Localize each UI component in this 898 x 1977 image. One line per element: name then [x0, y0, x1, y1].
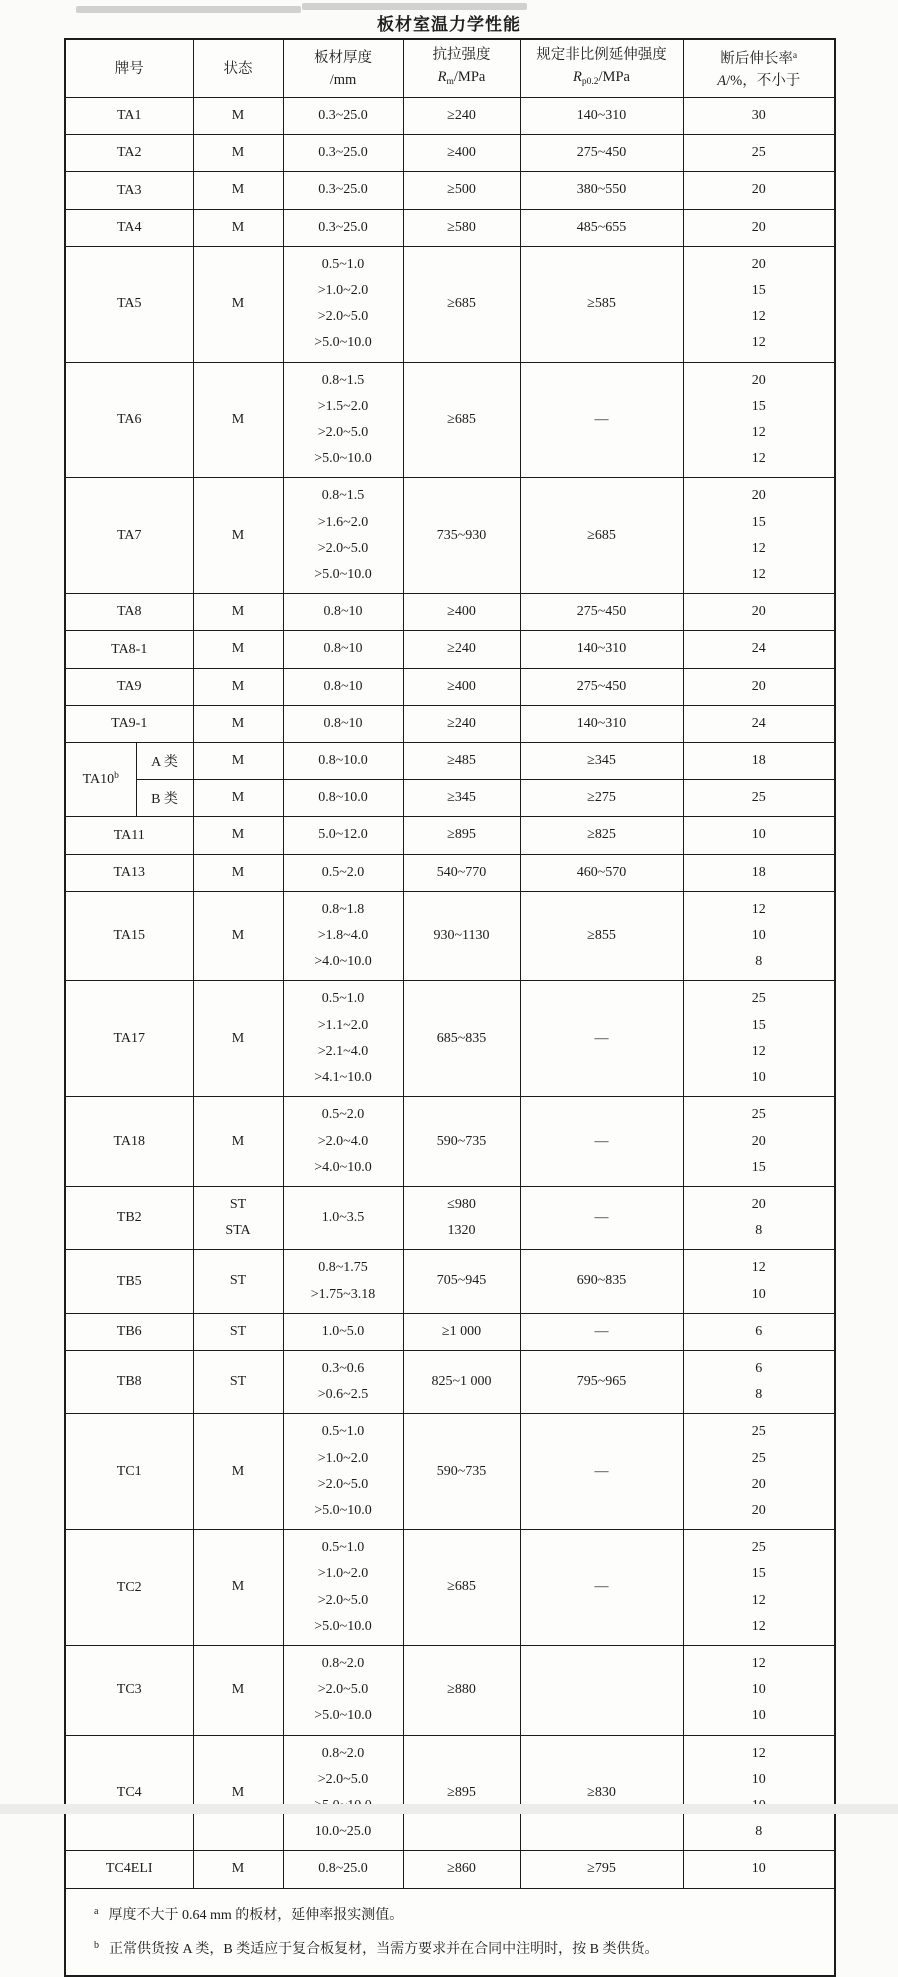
table-row — [65, 817, 835, 854]
table-body — [65, 98, 835, 1889]
state-cell: M — [193, 1414, 283, 1530]
thickness-cell: 0.5~1.0 >1.0~2.0 >2.0~5.0 >5.0~10.0 — [283, 1414, 403, 1530]
col-header-thickness: 板材厚度 /mm — [283, 39, 403, 98]
thickness-cell: 0.5~1.0 >1.1~2.0 >2.1~4.0 >4.1~10.0 — [283, 981, 403, 1097]
thickness-cell: 0.3~25.0 — [283, 98, 403, 135]
grade-cell: TA13 — [65, 854, 193, 891]
state-cell: M — [193, 98, 283, 135]
grade-cell: TA9 — [65, 668, 193, 705]
elongation-cell: 24 — [683, 631, 835, 668]
tensile-strength-cell: 590~735 — [403, 1414, 520, 1530]
thickness-cell: 0.8~1.5 >1.6~2.0 >2.0~5.0 >5.0~10.0 — [283, 478, 403, 594]
state-cell: M — [193, 135, 283, 172]
elongation-cell: 20 15 12 12 — [683, 362, 835, 478]
grade-cell: TA11 — [65, 817, 193, 854]
proof-strength-cell: 485~655 — [520, 209, 683, 246]
thickness-cell: 0.3~25.0 — [283, 135, 403, 172]
subgrade-cell: B 类 — [136, 780, 193, 817]
grade-cell: TC4 — [65, 1735, 193, 1851]
page-edge-band — [0, 1804, 898, 1814]
proof-strength-cell: 275~450 — [520, 668, 683, 705]
state-cell: M — [193, 209, 283, 246]
state-cell: M — [193, 631, 283, 668]
table-row — [65, 1851, 835, 1888]
thickness-cell: 0.3~0.6 >0.6~2.5 — [283, 1350, 403, 1413]
proof-strength-cell: ≥795 — [520, 1851, 683, 1888]
tensile-strength-cell: ≥400 — [403, 135, 520, 172]
thickness-cell: 0.8~10 — [283, 705, 403, 742]
tensile-strength-cell: ≥485 — [403, 743, 520, 780]
proof-strength-cell: ≥830 — [520, 1735, 683, 1851]
table-header — [65, 39, 835, 98]
tensile-strength-cell: ≥685 — [403, 362, 520, 478]
elongation-cell: 20 — [683, 172, 835, 209]
state-cell: M — [193, 1645, 283, 1735]
proof-strength-cell: ≥345 — [520, 743, 683, 780]
table-row — [65, 1350, 835, 1413]
table-row — [65, 743, 835, 780]
proof-strength-cell: 140~310 — [520, 631, 683, 668]
thickness-cell: 0.8~1.75 >1.75~3.18 — [283, 1250, 403, 1313]
elongation-cell: 24 — [683, 705, 835, 742]
thickness-cell: 0.8~25.0 — [283, 1851, 403, 1888]
elongation-cell: 6 8 — [683, 1350, 835, 1413]
state-cell: M — [193, 854, 283, 891]
table-row — [65, 172, 835, 209]
state-cell: M — [193, 362, 283, 478]
proof-strength-cell: — — [520, 1313, 683, 1350]
table-row — [65, 1313, 835, 1350]
thickness-cell: 0.5~2.0 — [283, 854, 403, 891]
proof-strength-cell: 140~310 — [520, 705, 683, 742]
thickness-cell: 0.8~10.0 — [283, 780, 403, 817]
state-cell: ST — [193, 1250, 283, 1313]
elongation-cell: 25 15 12 10 — [683, 981, 835, 1097]
elongation-cell: 20 — [683, 209, 835, 246]
table-row — [65, 478, 835, 594]
state-cell: M — [193, 594, 283, 631]
table-row — [65, 1645, 835, 1735]
proof-strength-cell: 275~450 — [520, 135, 683, 172]
table-row — [65, 135, 835, 172]
elongation-cell: 30 — [683, 98, 835, 135]
tensile-strength-cell: ≥685 — [403, 1530, 520, 1646]
elongation-cell: 10 — [683, 817, 835, 854]
thickness-cell: 0.8~1.5 >1.5~2.0 >2.0~5.0 >5.0~10.0 — [283, 362, 403, 478]
subgrade-cell: A 类 — [136, 743, 193, 780]
elongation-cell: 20 — [683, 668, 835, 705]
table-row — [65, 1530, 835, 1646]
table-row — [65, 1414, 835, 1530]
tensile-strength-cell: ≥500 — [403, 172, 520, 209]
grade-cell: TA1 — [65, 98, 193, 135]
state-cell: M — [193, 1097, 283, 1187]
table-row — [65, 98, 835, 135]
state-cell: M — [193, 668, 283, 705]
table-row — [65, 362, 835, 478]
thickness-cell: 0.5~1.0 >1.0~2.0 >2.0~5.0 >5.0~10.0 — [283, 1530, 403, 1646]
elongation-cell: 25 25 20 20 — [683, 1414, 835, 1530]
tensile-strength-cell: ≥860 — [403, 1851, 520, 1888]
proof-strength-cell: 690~835 — [520, 1250, 683, 1313]
grade-cell: TC4ELI — [65, 1851, 193, 1888]
grade-cell: TC3 — [65, 1645, 193, 1735]
state-cell: M — [193, 780, 283, 817]
grade-cell: TB5 — [65, 1250, 193, 1313]
thickness-cell: 0.5~2.0 >2.0~4.0 >4.0~10.0 — [283, 1097, 403, 1187]
col-header-proof: 规定非比例延伸强度 $R_{p0.2}$/MPa — [520, 39, 683, 98]
grade-cell: TA6 — [65, 362, 193, 478]
tensile-strength-cell: ≤980 1320 — [403, 1186, 520, 1249]
table-row — [65, 1186, 835, 1249]
proof-strength-cell: 795~965 — [520, 1350, 683, 1413]
mechanical-properties-table — [64, 38, 836, 1977]
proof-strength-cell: — — [520, 1414, 683, 1530]
elongation-cell: 20 15 12 12 — [683, 478, 835, 594]
table-row — [65, 705, 835, 742]
proof-strength-cell: 460~570 — [520, 854, 683, 891]
tensile-strength-cell: ≥240 — [403, 631, 520, 668]
state-cell: M — [193, 981, 283, 1097]
state-cell: M — [193, 478, 283, 594]
grade-cell: TA8-1 — [65, 631, 193, 668]
thickness-cell: 0.8~2.0 >2.0~5.0 >5.0~10.0 — [283, 1645, 403, 1735]
elongation-cell: 25 — [683, 135, 835, 172]
table-row — [65, 246, 835, 362]
grade-cell: TB6 — [65, 1313, 193, 1350]
tensile-strength-cell: 685~835 — [403, 981, 520, 1097]
proof-strength-cell: 275~450 — [520, 594, 683, 631]
grade-cell: TC2 — [65, 1530, 193, 1646]
elongation-cell: 18 — [683, 743, 835, 780]
state-cell: M — [193, 891, 283, 981]
state-cell: M — [193, 1530, 283, 1646]
elongation-cell: 18 — [683, 854, 835, 891]
tensile-strength-cell: ≥580 — [403, 209, 520, 246]
proof-strength-cell: — — [520, 362, 683, 478]
thickness-cell: 0.8~1.8 >1.8~4.0 >4.0~10.0 — [283, 891, 403, 981]
footnotes-cell — [65, 1888, 835, 1976]
grade-cell: TA5 — [65, 246, 193, 362]
proof-strength-cell: — — [520, 1097, 683, 1187]
header-row — [65, 39, 835, 98]
grade-cell: TA4 — [65, 209, 193, 246]
elongation-cell: 25 — [683, 780, 835, 817]
footnote-b: $^b$ 正常供货按 A 类，B 类适应于复合板复材，当需方要求并在合同中注明时，按 B 类供货。 — [94, 1939, 659, 1957]
proof-strength-cell: 380~550 — [520, 172, 683, 209]
state-cell: M — [193, 172, 283, 209]
tensile-strength-cell: ≥880 — [403, 1645, 520, 1735]
thickness-cell: 0.5~1.0 >1.0~2.0 >2.0~5.0 >5.0~10.0 — [283, 246, 403, 362]
thickness-cell: 0.8~10 — [283, 594, 403, 631]
tensile-strength-cell: 825~1 000 — [403, 1350, 520, 1413]
table-row — [65, 1097, 835, 1187]
proof-strength-cell: — — [520, 1186, 683, 1249]
thickness-cell: 0.8~10 — [283, 631, 403, 668]
proof-strength-cell: ≥855 — [520, 891, 683, 981]
tensile-strength-cell: ≥685 — [403, 246, 520, 362]
grade-cell: TA7 — [65, 478, 193, 594]
col-header-elongation: 断后伸长率$^a$ A/%，不小于 — [683, 39, 835, 98]
elongation-cell: 25 20 15 — [683, 1097, 835, 1187]
state-cell: ST STA — [193, 1186, 283, 1249]
grade-cell: TA17 — [65, 981, 193, 1097]
proof-strength-cell — [520, 1645, 683, 1735]
proof-strength-cell: ≥585 — [520, 246, 683, 362]
state-cell: M — [193, 1735, 283, 1851]
state-cell: M — [193, 705, 283, 742]
table-footnotes — [65, 1888, 835, 1976]
col-header-state: 状态 — [193, 39, 283, 98]
elongation-cell: 12 10 8 — [683, 891, 835, 981]
proof-strength-cell: — — [520, 1530, 683, 1646]
state-cell: M — [193, 246, 283, 362]
elongation-cell: 12 10 8 — [683, 1735, 835, 1851]
table-row — [65, 209, 835, 246]
thickness-cell: 1.0~5.0 — [283, 1313, 403, 1350]
state-cell: ST — [193, 1350, 283, 1413]
elongation-cell: 25 15 12 12 — [683, 1530, 835, 1646]
grade-cell: TB2 — [65, 1186, 193, 1249]
tensile-strength-cell: ≥345 — [403, 780, 520, 817]
tensile-strength-cell: ≥400 — [403, 594, 520, 631]
thickness-cell: 0.8~10 — [283, 668, 403, 705]
table-row — [65, 780, 835, 817]
elongation-cell: 20 8 — [683, 1186, 835, 1249]
grade-cell: TA9-1 — [65, 705, 193, 742]
tensile-strength-cell: 540~770 — [403, 854, 520, 891]
state-cell: M — [193, 743, 283, 780]
col-header-tensile: 抗拉强度 $R_m$/MPa — [403, 39, 520, 98]
tensile-strength-cell: ≥895 — [403, 817, 520, 854]
tensile-strength-cell: 590~735 — [403, 1097, 520, 1187]
scan-artifact — [302, 3, 527, 10]
table-row — [65, 981, 835, 1097]
proof-strength-cell: ≥685 — [520, 478, 683, 594]
table-row — [65, 631, 835, 668]
table-row — [65, 1250, 835, 1313]
footnote-a: $^a$ 厚度不大于 0.64 mm 的板材，延伸率报实测值。 — [94, 1905, 404, 1923]
tensile-strength-cell: ≥240 — [403, 98, 520, 135]
tensile-strength-cell: ≥240 — [403, 705, 520, 742]
state-cell: M — [193, 817, 283, 854]
state-cell: M — [193, 1851, 283, 1888]
thickness-cell: 0.3~25.0 — [283, 209, 403, 246]
thickness-cell: 0.3~25.0 — [283, 172, 403, 209]
tensile-strength-cell: ≥400 — [403, 668, 520, 705]
tensile-strength-cell: ≥895 — [403, 1735, 520, 1851]
thickness-cell: 5.0~12.0 — [283, 817, 403, 854]
table-row — [65, 594, 835, 631]
table-row — [65, 854, 835, 891]
proof-strength-cell: — — [520, 981, 683, 1097]
elongation-cell: 12 10 10 — [683, 1645, 835, 1735]
grade-cell: TA2 — [65, 135, 193, 172]
tensile-strength-cell: 705~945 — [403, 1250, 520, 1313]
footnotes-row — [65, 1888, 835, 1976]
grade-cell: TA8 — [65, 594, 193, 631]
tensile-strength-cell: ≥1 000 — [403, 1313, 520, 1350]
tensile-strength-cell: 930~1130 — [403, 891, 520, 981]
elongation-cell: 10 — [683, 1851, 835, 1888]
proof-strength-cell: ≥825 — [520, 817, 683, 854]
page-title: 板材室温力学性能 — [377, 15, 521, 34]
proof-strength-cell: 140~310 — [520, 98, 683, 135]
elongation-cell: 12 10 — [683, 1250, 835, 1313]
elongation-cell: 20 — [683, 594, 835, 631]
proof-strength-cell: ≥275 — [520, 780, 683, 817]
state-cell: ST — [193, 1313, 283, 1350]
table-row — [65, 891, 835, 981]
elongation-cell: 20 15 12 12 — [683, 246, 835, 362]
thickness-cell: 1.0~3.5 — [283, 1186, 403, 1249]
grade-cell: TA18 — [65, 1097, 193, 1187]
grade-cell: TA3 — [65, 172, 193, 209]
thickness-cell: 0.8~10.0 — [283, 743, 403, 780]
grade-cell: TB8 — [65, 1350, 193, 1413]
grade-cell: TC1 — [65, 1414, 193, 1530]
grade-cell: TA15 — [65, 891, 193, 981]
tensile-strength-cell: 735~930 — [403, 478, 520, 594]
col-header-grade: 牌号 — [65, 39, 193, 98]
table-row — [65, 1735, 835, 1851]
grade-cell: TA10$^b$ — [65, 743, 136, 817]
elongation-cell: 6 — [683, 1313, 835, 1350]
thickness-cell: 0.8~2.0 >2.0~5.0 10.0~25.0 — [283, 1735, 403, 1851]
table-row — [65, 668, 835, 705]
